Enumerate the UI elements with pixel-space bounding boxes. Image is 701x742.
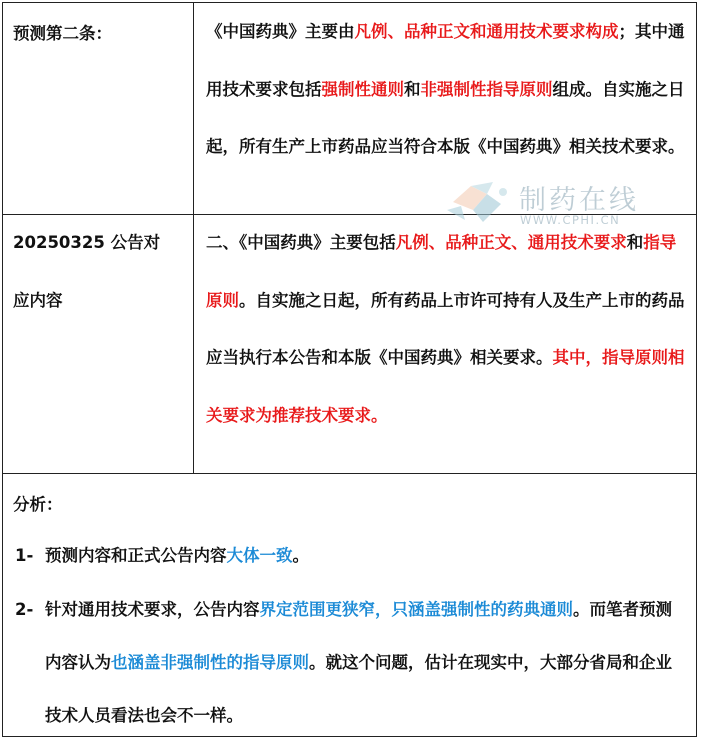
row2-seg: 其中，指导原则相关要求为推荐技术要求。 — [206, 348, 685, 425]
analysis-item-number: 1- — [15, 546, 34, 565]
row2-label — [13, 214, 185, 330]
watermark-url: WWW.CPHI.CN — [520, 213, 621, 227]
watermark — [443, 178, 663, 238]
row1-seg: 凡例、品种正文和通用技术要求构成 — [354, 22, 619, 41]
analysis-seg: 。 — [292, 546, 309, 565]
analysis-title: 分析： — [13, 495, 63, 514]
analysis-seg: 也涵盖非强制性的指导原则 — [111, 653, 309, 672]
row2-content — [206, 214, 686, 444]
row2-seg: 凡例、品种正文、通用技术要求 — [395, 233, 627, 252]
analysis-seg: 针对通用技术要求，公告内容 — [45, 600, 260, 619]
analysis-item-number: 2- — [15, 600, 34, 619]
analysis-item-text — [45, 583, 687, 742]
row1-label: 预测第二条： — [13, 24, 112, 43]
analysis-seg: 。而笔者预测内容认为 — [45, 600, 672, 672]
column-divider — [193, 3, 194, 473]
row-divider — [3, 473, 696, 474]
row1-seg: 组成。自实施之日起，所有生产上市药品应当符合本版《中国药典》相关技术要求。 — [206, 79, 685, 156]
watermark-text: 制药在线 — [519, 185, 639, 216]
row2-label-line: 20250325 公告对 — [13, 233, 161, 252]
row1-seg: 《中国药典》主要由 — [206, 22, 355, 41]
row1-seg: 和 — [404, 79, 421, 99]
row2-seg: 。自实施之日起，所有药品上市许可持有人及生产上市的药品应当执行本公告和本版《中国药典》相关要求。 — [206, 290, 685, 367]
analysis-item-text — [45, 529, 687, 582]
row2-label-line: 应内容 — [13, 291, 63, 310]
analysis-seg: 界定范围更狭窄，只涵盖强制性的药典通则 — [259, 600, 573, 619]
row1-content — [206, 3, 686, 176]
analysis-seg: 大体一致 — [226, 546, 293, 565]
row1-seg: ；其中通用技术要求包括 — [206, 22, 685, 99]
row2-seg: 和 — [626, 233, 644, 252]
row1-seg: 非强制性指导原则 — [420, 79, 553, 99]
row2-seg: 指导原则 — [206, 233, 677, 310]
analysis-seg: 。就这个问题，估计在现实中，大部分省局和企业技术人员看法也会不一样。 — [45, 653, 672, 725]
watermark-logo-icon — [443, 180, 515, 230]
row1-seg: 强制性通则 — [321, 79, 404, 99]
analysis-seg: 预测内容和正式公告内容 — [45, 546, 227, 565]
comparison-table — [2, 2, 697, 737]
row2-seg: 二、《中国药典》主要包括 — [206, 233, 396, 252]
